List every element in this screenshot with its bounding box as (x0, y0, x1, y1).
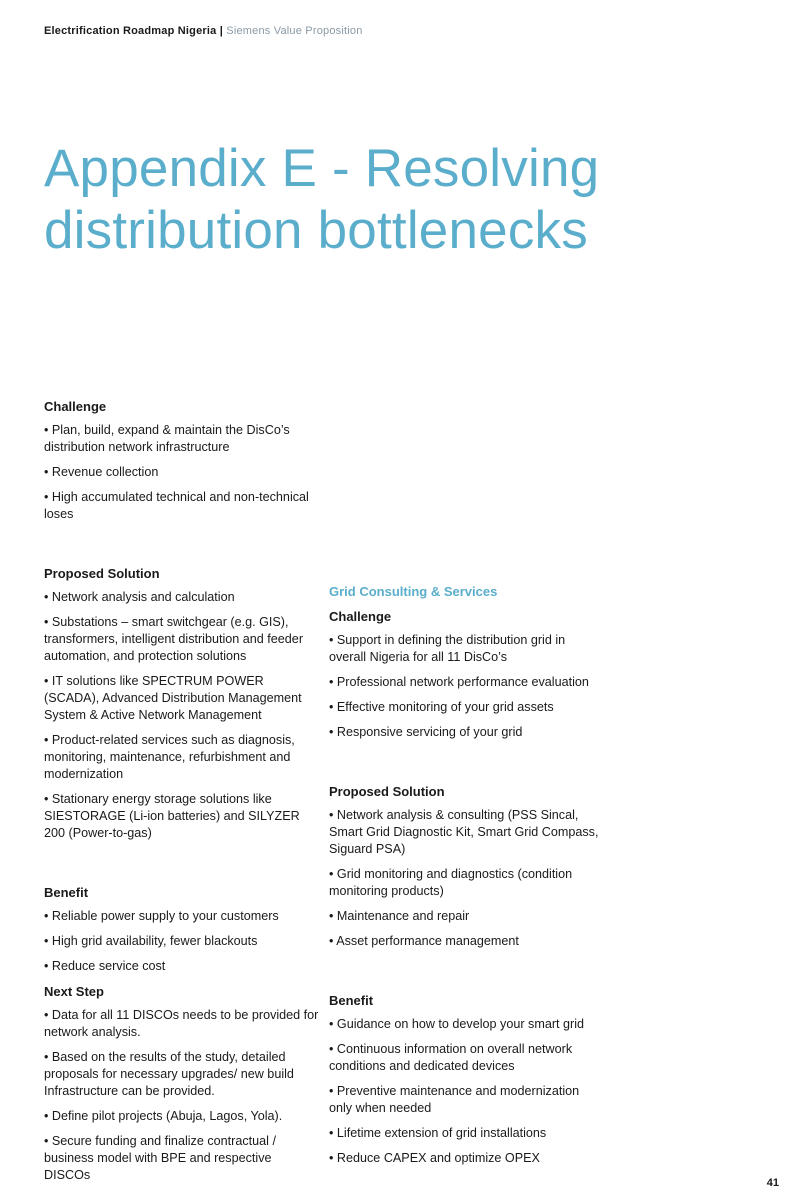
right-benefit-item: • Reduce CAPEX and optimize OPEX (329, 1151, 540, 1165)
right-challenge-section (329, 608, 604, 741)
right-benefit-item: • Lifetime extension of grid installations (329, 1126, 547, 1140)
right-challenge-item: • Support in defining the distribution grid in overall Nigeria for all 11 DisCo’s (329, 633, 566, 664)
left-benefit-heading: Benefit (44, 885, 89, 900)
header-separator: | (219, 25, 224, 37)
right-benefit-item: • Preventive maintenance and modernization only when needed (329, 1084, 580, 1115)
left-challenge-section (44, 398, 319, 523)
left-next-step-section (44, 983, 319, 1184)
right-benefit-item: • Guidance on how to develop your smart grid (329, 1017, 585, 1031)
left-column (44, 398, 319, 1192)
page-title-line-1: Appendix E - Resolving (44, 138, 600, 198)
left-next-step-item: • Define pilot projects (Abuja, Lagos, Yola). (44, 1109, 283, 1123)
right-column (329, 583, 604, 1175)
left-proposed-item: • Product-related services such as diagnosis, monitoring, maintenance, refurbishment and modernization (44, 733, 295, 781)
left-proposed-item: • Stationary energy storage solutions like SIESTORAGE (Li-ion batteries) and SILYZER 200 (Power-to-gas) (44, 792, 300, 840)
page-header (44, 25, 363, 37)
left-next-step-heading: Next Step (44, 984, 104, 999)
right-challenge-item: • Effective monitoring of your grid assets (329, 700, 554, 714)
left-proposed-item: • IT solutions like SPECTRUM POWER (SCADA), Advanced Distribution Management System & Active Network Management (44, 674, 302, 722)
page-title (44, 138, 764, 262)
left-challenge-item: • Revenue collection (44, 465, 159, 479)
right-proposed-item: • Grid monitoring and diagnostics (condition monitoring products) (329, 867, 573, 898)
right-benefit-heading: Benefit (329, 993, 374, 1008)
left-challenge-heading: Challenge (44, 399, 107, 414)
right-proposed-section (329, 783, 604, 950)
grid-consulting-heading: Grid Consulting & Services (329, 584, 498, 599)
left-next-step-item: • Based on the results of the study, detailed proposals for necessary upgrades/ new build Infrastructure can be provided. (44, 1050, 294, 1098)
left-next-step-item: • Secure funding and finalize contractual / business model with BPE and respective DISCOs (44, 1134, 276, 1182)
right-proposed-item: • Asset performance management (329, 934, 519, 948)
right-challenge-heading: Challenge (329, 609, 392, 624)
right-proposed-item: • Network analysis & consulting (PSS Sincal, Smart Grid Diagnostic Kit, Smart Grid Compass, Siguard PSA) (329, 808, 599, 856)
left-challenge-item: • High accumulated technical and non-technical loses (44, 490, 309, 521)
left-proposed-item: • Substations – smart switchgear (e.g. GIS), transformers, intelligent distribution and feeder automation, and protection solutions (44, 615, 304, 663)
left-benefit-section (44, 884, 319, 975)
left-benefit-item: • Reliable power supply to your customers (44, 909, 279, 923)
right-proposed-item: • Maintenance and repair (329, 909, 470, 923)
right-challenge-item: • Professional network performance evaluation (329, 675, 589, 689)
left-challenge-item: • Plan, build, expand & maintain the DisCo’s distribution network infrastructure (44, 423, 290, 454)
page-number: 41 (766, 1177, 779, 1189)
left-benefit-item: • Reduce service cost (44, 959, 166, 973)
left-benefit-item: • High grid availability, fewer blackouts (44, 934, 258, 948)
left-proposed-heading: Proposed Solution (44, 566, 160, 581)
right-benefit-item: • Continuous information on overall network conditions and dedicated devices (329, 1042, 573, 1073)
header-title: Electrification Roadmap Nigeria (44, 25, 217, 37)
right-benefit-section (329, 992, 604, 1167)
page-title-line-2: distribution bottlenecks (44, 200, 588, 260)
left-proposed-section (44, 565, 319, 842)
right-proposed-heading: Proposed Solution (329, 784, 445, 799)
header-subtitle: Siemens Value Proposition (226, 25, 363, 37)
left-proposed-item: • Network analysis and calculation (44, 590, 235, 604)
left-next-step-item: • Data for all 11 DISCOs needs to be provided for network analysis. (44, 1008, 319, 1039)
right-challenge-item: • Responsive servicing of your grid (329, 725, 523, 739)
